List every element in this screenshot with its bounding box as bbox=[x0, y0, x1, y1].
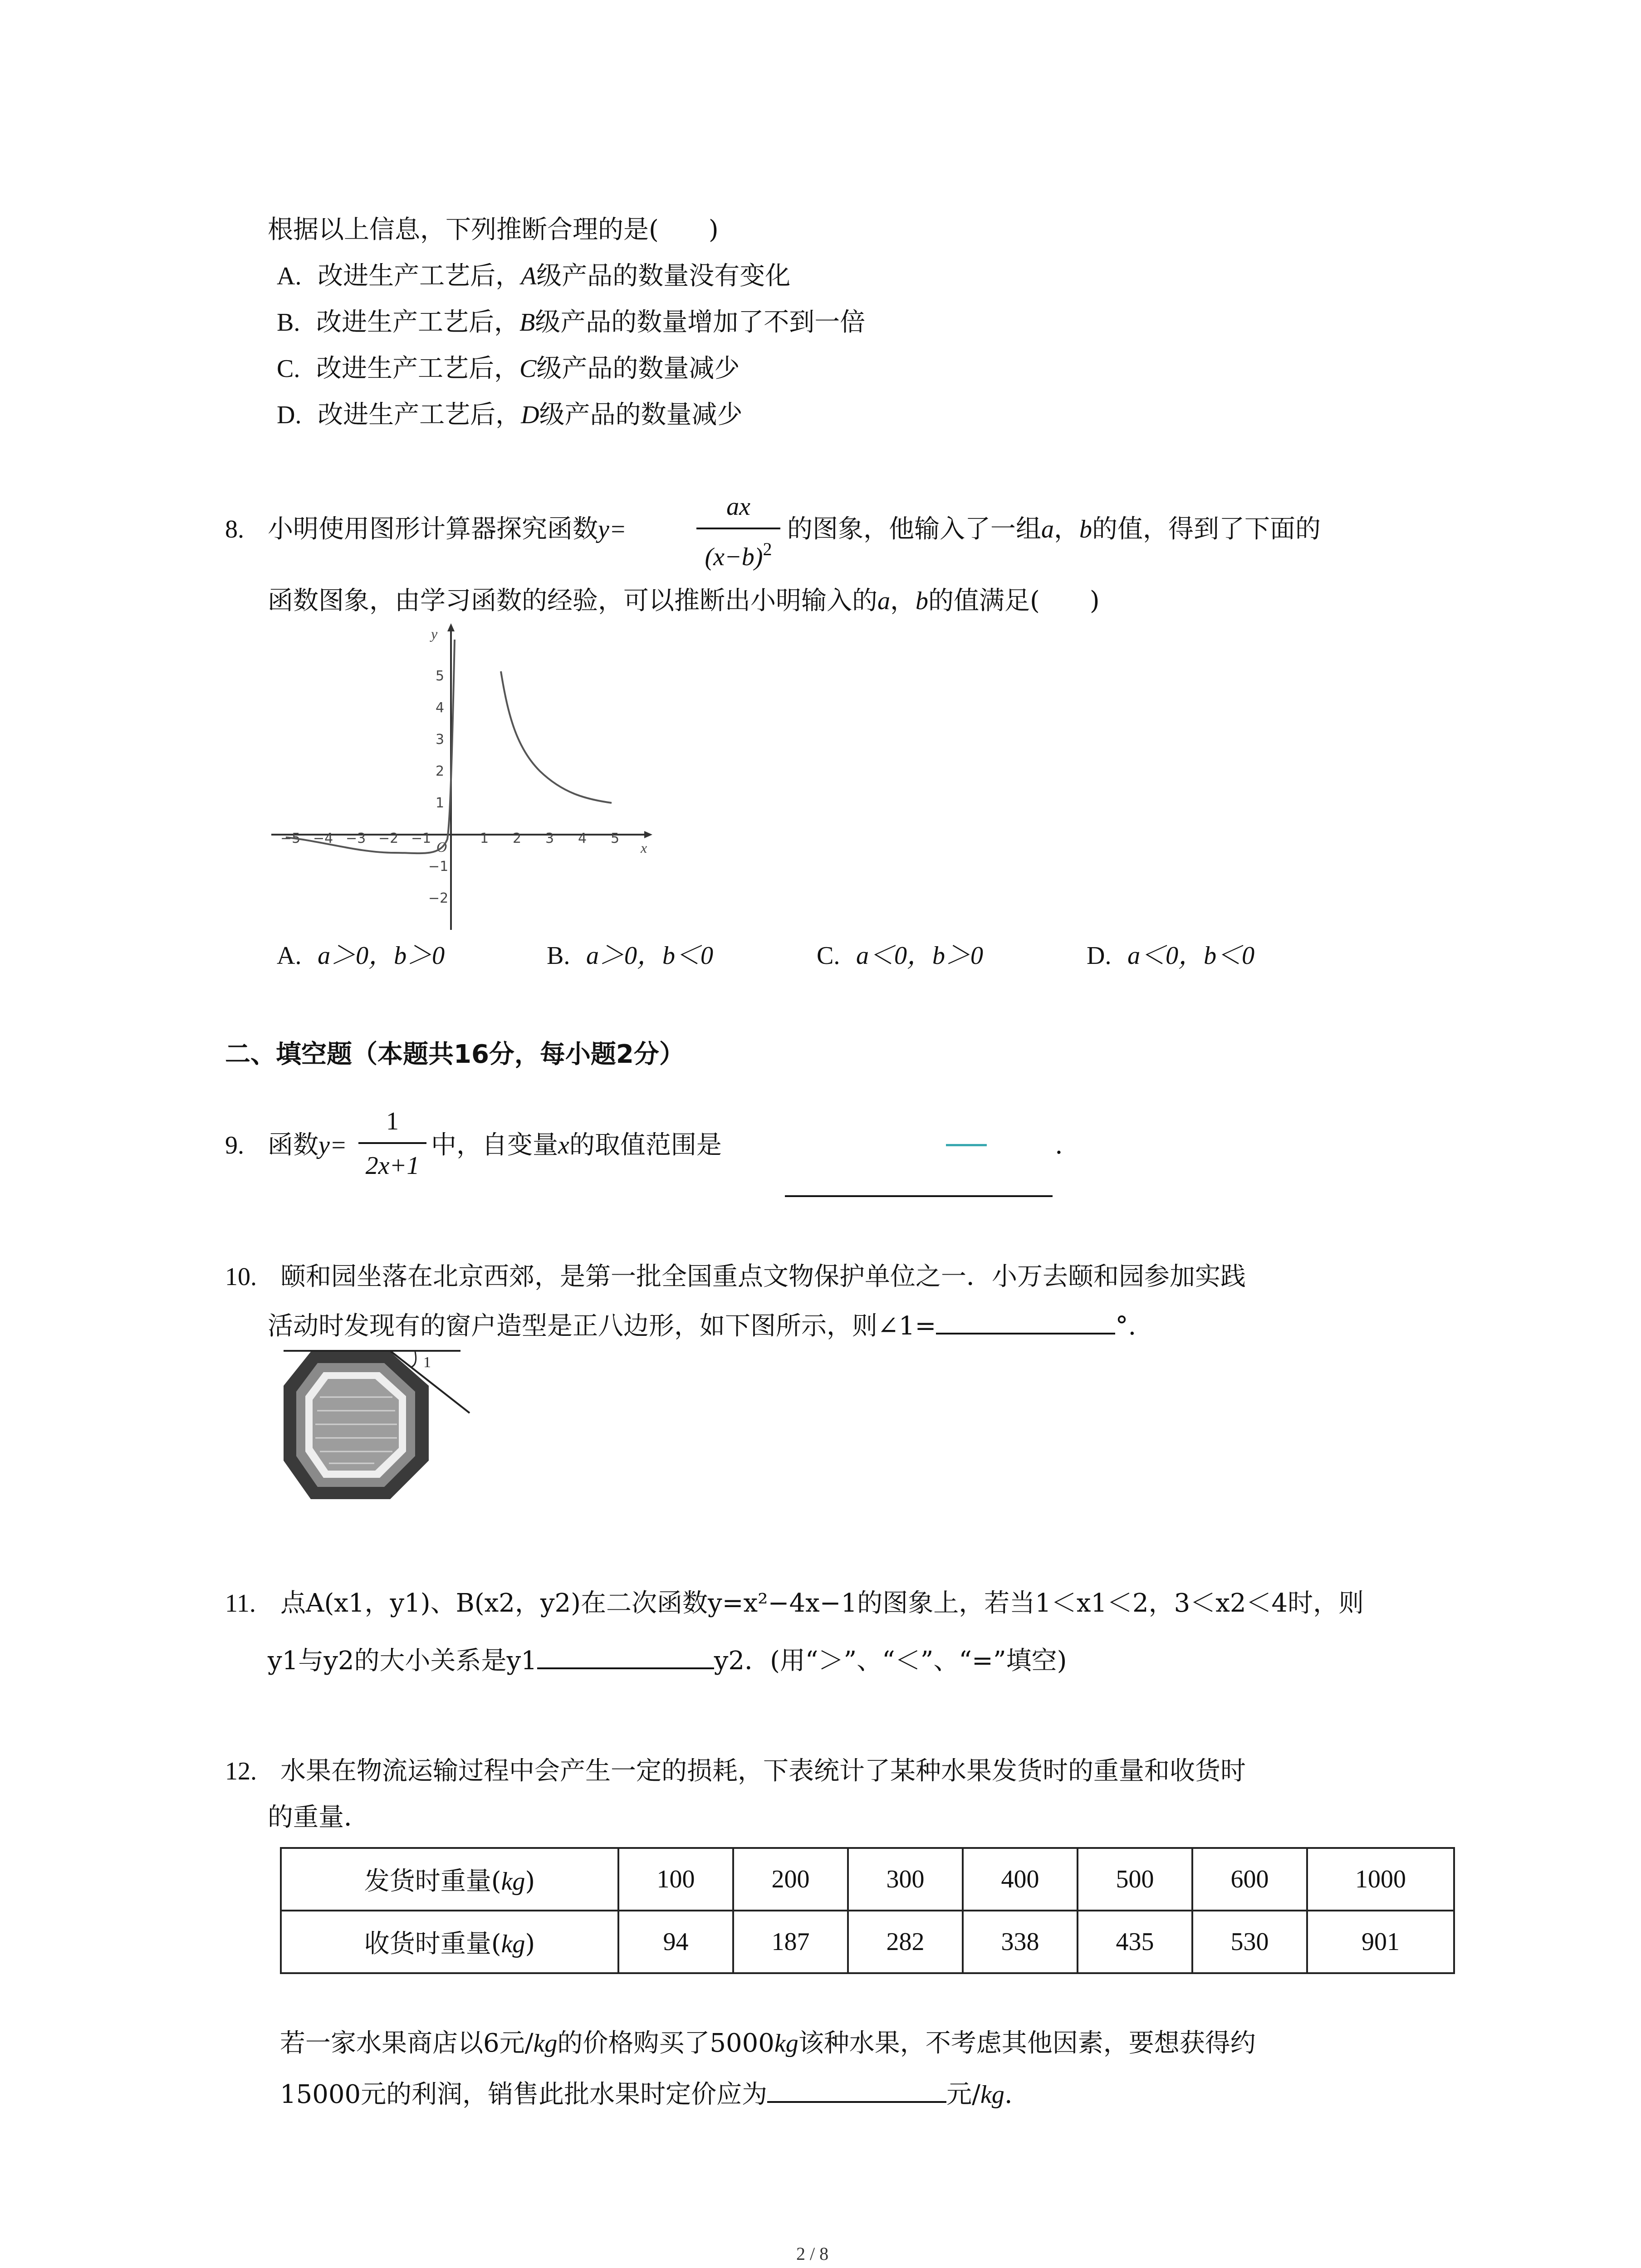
y-tick-label: −1 bbox=[428, 859, 449, 875]
q9-post: 中，自变量x的取值范围是 bbox=[431, 1130, 722, 1160]
q9-number: 9. bbox=[225, 1131, 244, 1159]
graph-right-branch bbox=[501, 671, 612, 803]
q7-option-d[interactable]: D. 改进生产工艺后，D级产品的数量减少 bbox=[277, 400, 743, 430]
q8-option-b[interactable]: B. a＞0，b＜0 bbox=[547, 942, 713, 970]
q11-number: 11. bbox=[225, 1589, 256, 1618]
q12-line1: 水果在物流运输过程中会产生一定的损耗，下表统计了某种水果发货时的重量和收货时 bbox=[280, 1756, 1246, 1786]
y-tick-label: 3 bbox=[436, 732, 445, 748]
q8-option-d[interactable]: D. a＜0，b＜0 bbox=[1087, 942, 1255, 970]
origin-label: O bbox=[436, 839, 447, 855]
table-row-label: 发货时重量(kg) bbox=[281, 1848, 618, 1911]
q9-fraction bbox=[358, 1107, 426, 1188]
table-cell: 338 bbox=[963, 1911, 1078, 1973]
q12-answer-blank[interactable] bbox=[767, 2077, 946, 2103]
table-row-shipped bbox=[281, 1848, 1454, 1911]
table-row-label: 收货时重量(kg) bbox=[281, 1911, 618, 1973]
x-tick-label: −4 bbox=[313, 831, 333, 846]
q10-number: 10. bbox=[225, 1263, 257, 1291]
x-tick-label: 2 bbox=[513, 831, 522, 846]
x-tick-label: 4 bbox=[578, 831, 587, 846]
q7-stem: 根据以上信息，下列推断合理的是( ) bbox=[268, 215, 719, 244]
graph-left-branch bbox=[286, 640, 455, 853]
q9-pre: 函数y= bbox=[268, 1130, 347, 1160]
angle-1-label: 1 bbox=[423, 1354, 431, 1371]
y-tick-labels bbox=[428, 668, 448, 906]
table-cell: 100 bbox=[618, 1848, 733, 1911]
q10-line2: 活动时发现有的窗户造型是正八边形，如下图所示，则∠1= °. bbox=[268, 1309, 1136, 1342]
x-tick-label: −3 bbox=[346, 831, 366, 846]
page-number: 2 / 8 bbox=[796, 2244, 829, 2264]
x-axis-arrow bbox=[644, 831, 652, 838]
q7-option-c[interactable]: C. 改进生产工艺后，C级产品的数量减少 bbox=[277, 354, 740, 383]
y-tick-label: 5 bbox=[436, 668, 445, 684]
section-title: 二、填空题（本题共16分，每小题2分） bbox=[225, 1040, 685, 1069]
q8-line2: 函数图象，由学习函数的经验，可以推断出小明输入的a，b的值满足( ) bbox=[268, 586, 1100, 616]
q8-frac-bar bbox=[696, 528, 780, 529]
y-tick-label: 1 bbox=[436, 795, 445, 811]
q8-option-c[interactable]: C. a＜0，b＞0 bbox=[817, 942, 983, 970]
y-axis-label: y bbox=[431, 626, 438, 642]
table-row-received bbox=[281, 1911, 1454, 1973]
q8-function-graph bbox=[268, 621, 667, 939]
q7-option-b[interactable]: B. 改进生产工艺后，B级产品的数量增加了不到一倍 bbox=[277, 308, 866, 337]
q8-line1-post: 的图象，他输入了一组a，b的值，得到了下面的 bbox=[787, 514, 1321, 544]
table-cell: 1000 bbox=[1307, 1848, 1454, 1911]
q12-number: 12. bbox=[225, 1757, 257, 1785]
q10-line1: 颐和园坐落在北京西郊，是第一批全国重点文物保护单位之一．小万去颐和园参加实践 bbox=[280, 1262, 1246, 1291]
q8-frac-numerator: ax bbox=[726, 493, 750, 521]
table-cell: 901 bbox=[1307, 1911, 1454, 1973]
q10-answer-blank[interactable] bbox=[936, 1309, 1115, 1334]
q9-answer-blank[interactable] bbox=[785, 1195, 1053, 1197]
table-cell: 282 bbox=[848, 1911, 963, 1973]
q8-option-a[interactable]: A. a＞0，b＞0 bbox=[277, 942, 445, 970]
q9-answer-cursor-mark bbox=[946, 1144, 987, 1146]
q9-frac-numerator: 1 bbox=[386, 1107, 399, 1135]
q12-weight-table bbox=[280, 1847, 1455, 1974]
x-tick-label: −2 bbox=[378, 831, 399, 846]
angle-1-arc bbox=[411, 1352, 416, 1367]
q11-line2: y1与y2的大小关系是y1 y2．(用“＞”、“＜”、“=”填空) bbox=[268, 1644, 1067, 1677]
x-tick-label: 5 bbox=[611, 831, 620, 846]
q12-line2: 的重量． bbox=[268, 1803, 369, 1832]
y-tick-label: 4 bbox=[436, 700, 445, 716]
table-cell: 400 bbox=[963, 1848, 1078, 1911]
y-tick-label: 2 bbox=[436, 763, 445, 779]
table-cell: 94 bbox=[618, 1911, 733, 1973]
q9-dot: . bbox=[1055, 1130, 1063, 1160]
table-cell: 187 bbox=[733, 1911, 848, 1973]
x-tick-label: −5 bbox=[280, 831, 301, 846]
q9-frac-bar bbox=[358, 1142, 426, 1144]
x-tick-label: 1 bbox=[480, 831, 489, 846]
q11-answer-blank[interactable] bbox=[537, 1644, 714, 1669]
q9-frac-denominator: 2x+1 bbox=[365, 1152, 420, 1180]
table-cell: 600 bbox=[1192, 1848, 1307, 1911]
table-cell: 435 bbox=[1078, 1911, 1192, 1973]
q10-octagon-window-image bbox=[279, 1347, 483, 1520]
q12-after-line1: 若一家水果商店以6元/kg的价格购买了5000kg该种水果，不考虑其他因素，要想获得约 bbox=[280, 2028, 1256, 2058]
x-axis-label: x bbox=[641, 840, 647, 856]
q8-number: 8. bbox=[225, 515, 244, 543]
q12-after-line2: 15000元的利润，销售此批水果时定价应为 元/kg. bbox=[280, 2077, 1013, 2111]
x-tick-label: 3 bbox=[545, 831, 554, 846]
table-cell: 530 bbox=[1192, 1911, 1307, 1973]
table-cell: 500 bbox=[1078, 1848, 1192, 1911]
q8-line1-pre: 小明使用图形计算器探究函数y= bbox=[268, 514, 627, 544]
x-tick-label: −1 bbox=[411, 831, 431, 846]
q7-option-a[interactable]: A. 改进生产工艺后，A级产品的数量没有变化 bbox=[277, 261, 791, 291]
q11-line1: 点A(x1，y1)、B(x2，y2)在二次函数y=x²−4x−1的图象上，若当1＜x1＜2，3＜x2＜4时，则 bbox=[280, 1589, 1364, 1618]
q8-fraction bbox=[696, 492, 780, 578]
table-cell: 200 bbox=[733, 1848, 848, 1911]
y-tick-label: −2 bbox=[428, 890, 449, 906]
y-axis-arrow bbox=[447, 623, 455, 631]
q8-frac-denominator: $(x-b)^2$ bbox=[705, 539, 772, 571]
table-cell: 300 bbox=[848, 1848, 963, 1911]
